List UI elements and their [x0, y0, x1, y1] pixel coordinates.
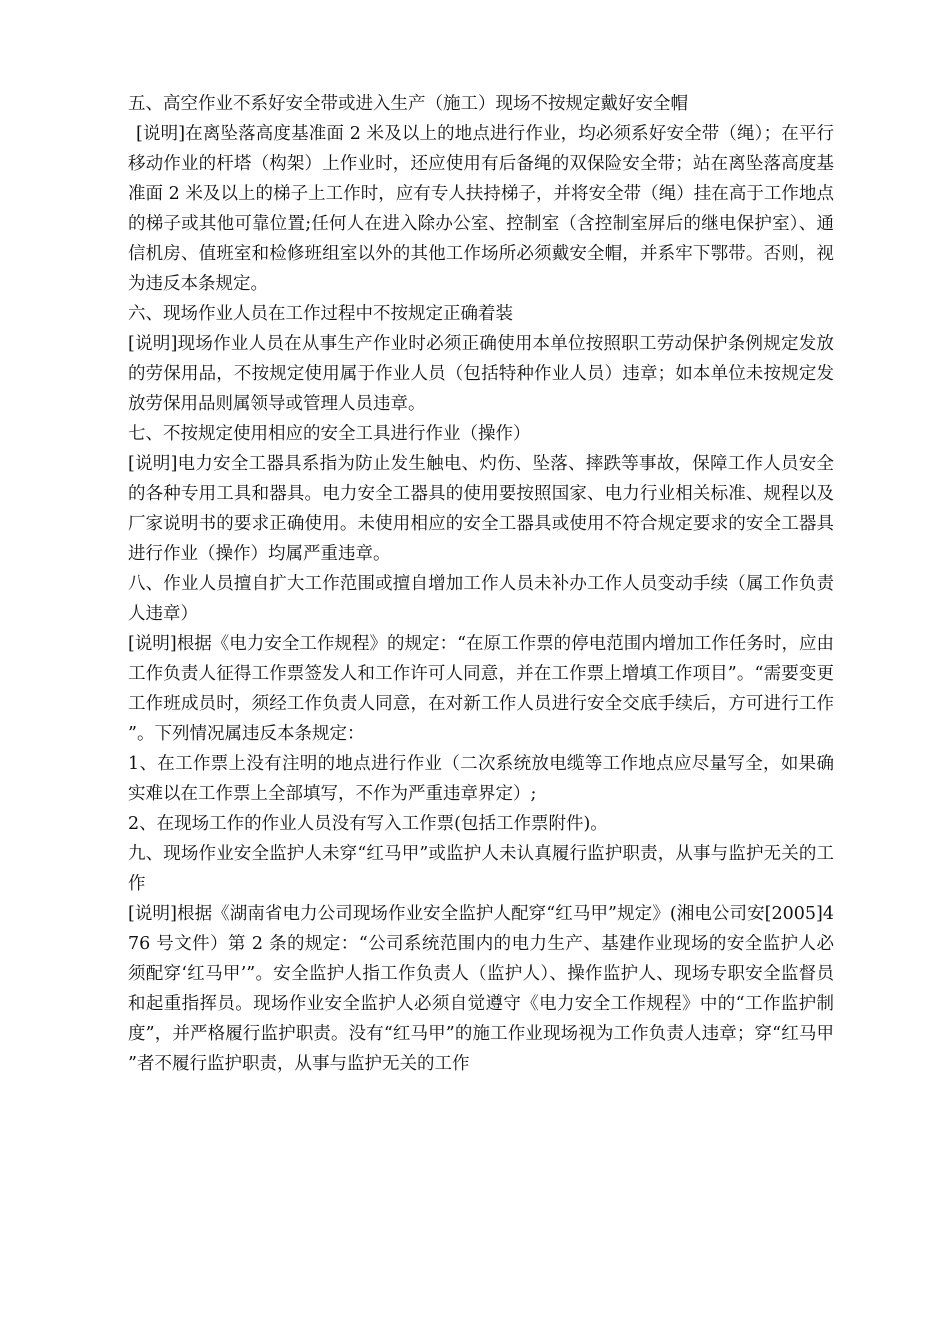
explanation-item-5: [说明]在离坠落高度基准面 2 米及以上的地点进行作业，均必须系好安全带（绳）；在平行移动作业的杆塔（构架）上作业时，还应使用有后备绳的双保险安全带；站在离坠落高度基准面 2 米及以上的梯子上工作时，应有专人扶持梯子，并将安全带（绳）挂在高于工作地点的梯子或其他可靠位置;任何人在进入除办公室、控制室（含控制室屏后的继电保护室）、通信机房、值班室和检修班组室以外的其他工作场所必须戴安全帽，并系牢下鄂带。否则，视为违反本条规定。	[128, 124, 834, 294]
heading-item-9: 九、现场作业安全监护人未穿“红马甲”或监护人未认真履行监护职责，从事与监护无关的工作	[128, 844, 834, 894]
heading-item-6: 六、现场作业人员在工作过程中不按规定正确着装	[128, 304, 513, 324]
list-item-8-1: 1、在工作票上没有注明的地点进行作业（二次系统放电缆等工作地点应尽量写全，如果确实难以在工作票上全部填写，不作为严重违章界定）;	[128, 754, 834, 804]
explanation-item-6: [说明]现场作业人员在从事生产作业时必须正确使用本单位按照职工劳动保护条例规定发放的劳保用品，不按规定使用属于作业人员（包括特种作业人员）违章；如本单位未按规定发放劳保用品则属领导或管理人员违章。	[128, 334, 834, 414]
explanation-item-7: [说明]电力安全工器具系指为防止发生触电、灼伤、坠落、摔跌等事故，保障工作人员安全的各种专用工具和器具。电力安全工器具的使用要按照国家、电力行业相关标准、规程以及厂家说明书的要求正确使用。未使用相应的安全工器具或使用不符合规定要求的安全工器具进行作业（操作）均属严重违章。	[128, 454, 834, 564]
list-item-8-2: 2、在现场工作的作业人员没有写入工作票(包括工作票附件)。	[128, 814, 608, 834]
explanation-item-9: [说明]根据《湖南省电力公司现场作业安全监护人配穿“红马甲”规定》(湘电公司安[2005]476 号文件）第 2 条的规定：“公司系统范围内的电力生产、基建作业现场的安全监护人必须配穿‘红马甲’”。安全监护人指工作负责人（监护人）、操作监护人、现场专职安全监督员和起重指挥员。现场作业安全监护人必须自觉遵守《电力安全工作规程》中的“工作监护制度”，并严格履行监护职责。没有“红马甲”的施工作业现场视为工作负责人违章；穿“红马甲”者不履行监护职责，从事与监护无关的工作	[128, 904, 834, 1074]
heading-item-7: 七、不按规定使用相应的安全工具进行作业（操作）	[128, 424, 531, 444]
heading-item-5: 五、高空作业不系好安全带或进入生产（施工）现场不按规定戴好安全帽	[128, 94, 688, 114]
explanation-item-8: [说明]根据《电力安全工作规程》的规定：“在原工作票的停电范围内增加工作任务时，应由工作负责人征得工作票签发人和工作许可人同意，并在工作票上增填工作项目”。“需要变更工作班成员时，须经工作负责人同意，在对新工作人员进行安全交底手续后，方可进行工作”。下列情况属违反本条规定：	[128, 634, 834, 744]
document-page	[128, 89, 834, 1079]
heading-item-8: 八、作业人员擅自扩大工作范围或擅自增加工作人员未补办工作人员变动手续（属工作负责人违章）	[128, 574, 834, 624]
